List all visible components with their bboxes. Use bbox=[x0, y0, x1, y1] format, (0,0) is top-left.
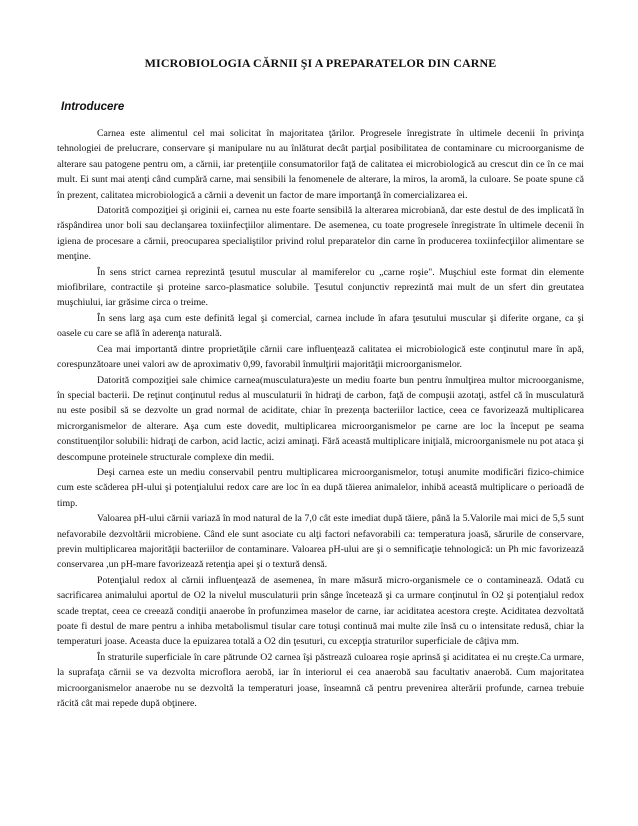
paragraph: În straturile superficiale în care pătrunde O2 carnea îşi păstrează culoarea roşie aprinsă şi aciditatea ei nu creşte.Ca urmare, la suprafaţa cărnii se va dezvolta microflora aerobă, iar în interiorul ei cea anaerobă sau facultativ anaerobă. Cum majoritatea microorganismelor anaerobe nu se dezvoltă la temperaturi joase, înseamnă că pentru prevenirea alterării profunde, carnea trebuie răcită cât mai repede după obţinere. bbox=[57, 651, 584, 710]
paragraph: Cea mai importantă dintre proprietăţile cărnii care influenţează calitatea ei microbiologică este conţinutul mare în apă, corespunzătoare unei valori aw de aproximativ 0,99, favorabil înmulţirii majorităţii microorganismelor. bbox=[57, 343, 584, 371]
paragraph: În sens larg aşa cum este definită legal şi comercial, carnea include în afara ţesutului muscular şi diferite organe, ca şi oasele cu care se află în aderenţa naturală. bbox=[57, 312, 584, 340]
document-body bbox=[57, 126, 584, 711]
document-title: MICROBIOLOGIA CĂRNII ŞI A PREPARATELOR DIN CARNE bbox=[144, 56, 497, 70]
section-heading: Introducere bbox=[61, 101, 125, 113]
paragraph: Datorită compoziţiei sale chimice carnea(musculatura)este un mediu foarte bun pentru înmulţirea multor microorganisme, în special bacterii. De reţinut conţinutul redus al musculaturii în hidraţi de carbon, faţă de compuşii azotaţi, astfel că în musculatură nu este posibil să se dezvolte un grad normal de aciditate, chiar în prezenţa bacteriilor lactice, ceea ce favorizează multiplicarea microrganismelor de alterare. Aşa cum este dovedit, multiplicarea microorganismelor pe carne are loc la început pe seama constituenţilor solubili: hidraţi de carbon, acid lactic, acizi aminaţi. Fără această multiplicare iniţială, microorganismele nu pot ataca şi descompune proteinele structurale complexe din medii. bbox=[57, 374, 584, 463]
paragraph: Carnea este alimentul cel mai solicitat în majoritatea ţărilor. Progresele înregistrate în ultimele decenii în privinţa tehnologiei de prelucrare, conservare şi manipulare nu au înlăturat decât parţial posibilitatea de contaminare cu microorganisme de alterare sau patogene pentru om, a cărnii, iar pretenţiile consumatorilor faţă de calitatea ei microbiologică au crescut din ce în ce mai mult. Ei sunt mai atenţi când cumpără carne, mai sensibili la fenomenele de alterare, la miros, la aromă, la culoare. Se poate spune că în prezent, calitatea microbiologică a cărnii a devenit un factor de mare importanţă în comercializarea ei. bbox=[57, 128, 584, 201]
paragraph: Valoarea pH-ului cărnii variază în mod natural de la 7,0 cât este imediat după tăiere, până la 5.Valorile mai mici de 5,5 sunt nefavorabile dezvoltării microbiene. Când ele sunt asociate cu alţi factori nefavorabili ca: temperatura joasă, sărurile de conservare, previn multiplicarea majorităţii bacteriilor de contaminare. Valoarea pH-ului are şi o semnificaţie tehnologică: un Ph mic favorizează conservarea ,un pH-mare favorizează retenţia apei şi o textură densă. bbox=[57, 513, 584, 571]
paragraph: Datorită compoziţiei şi originii ei, carnea nu este foarte sensibilă la alterarea microbiană, dar este destul de des implicată în răspândirea unor boli sau declanşarea toxiinfecţiilor alimentare. De asemenea, cu toate progresele înregistrate în ultimele decenii în igiena de procesare a cărnii, preocuparea specialiştilor privind rolul preparatelor din carne în producerea toxiinfecţiilor alimentare se menţine. bbox=[57, 205, 584, 263]
paragraph: Deşi carnea este un mediu conservabil pentru multiplicarea microorganismelor, totuşi anumite modificări fizico-chimice cum este scăderea pH-ului şi potenţialului redox care are loc în ea după tăierea animalelor, inhibă această multiplicare o perioadă de timp. bbox=[57, 466, 584, 509]
paragraph: În sens strict carnea reprezintă ţesutul muscular al mamiferelor cu „carne roşie". Muşchiul este format din elemente miofibrilare, contractile şi proteine sarco-plasmatice solubile. Ţesutul conjunctiv reprezintă mai mult de un sfert din greutatea muşchiului, iar grăsime circa o treime. bbox=[57, 266, 584, 309]
paragraph: Potenţialul redox al cărnii influenţează de asemenea, în mare măsură micro-organismele ce o contaminează. Odată cu sacrificarea animalului aportul de O2 la nivelul musculaturii prin sânge încetează şi ca urmare conţinutul în O2 şi potenţialul redox scade treptat, ceea ce creează condiţii anaerobe în profunzimea maselor de carne, iar aciditatea acestora creşte. Aciditatea dezvoltată poate fi destul de mare pentru a inhiba metabolismul tisular care totuşi continuă mai multe zile însă cu o intensitate redusă, chiar la temperaturi joase. Aceasta duce la epuizarea totală a O2 din ţesuturi, cu excepţia straturilor superficiale de câţiva mm. bbox=[57, 574, 584, 648]
